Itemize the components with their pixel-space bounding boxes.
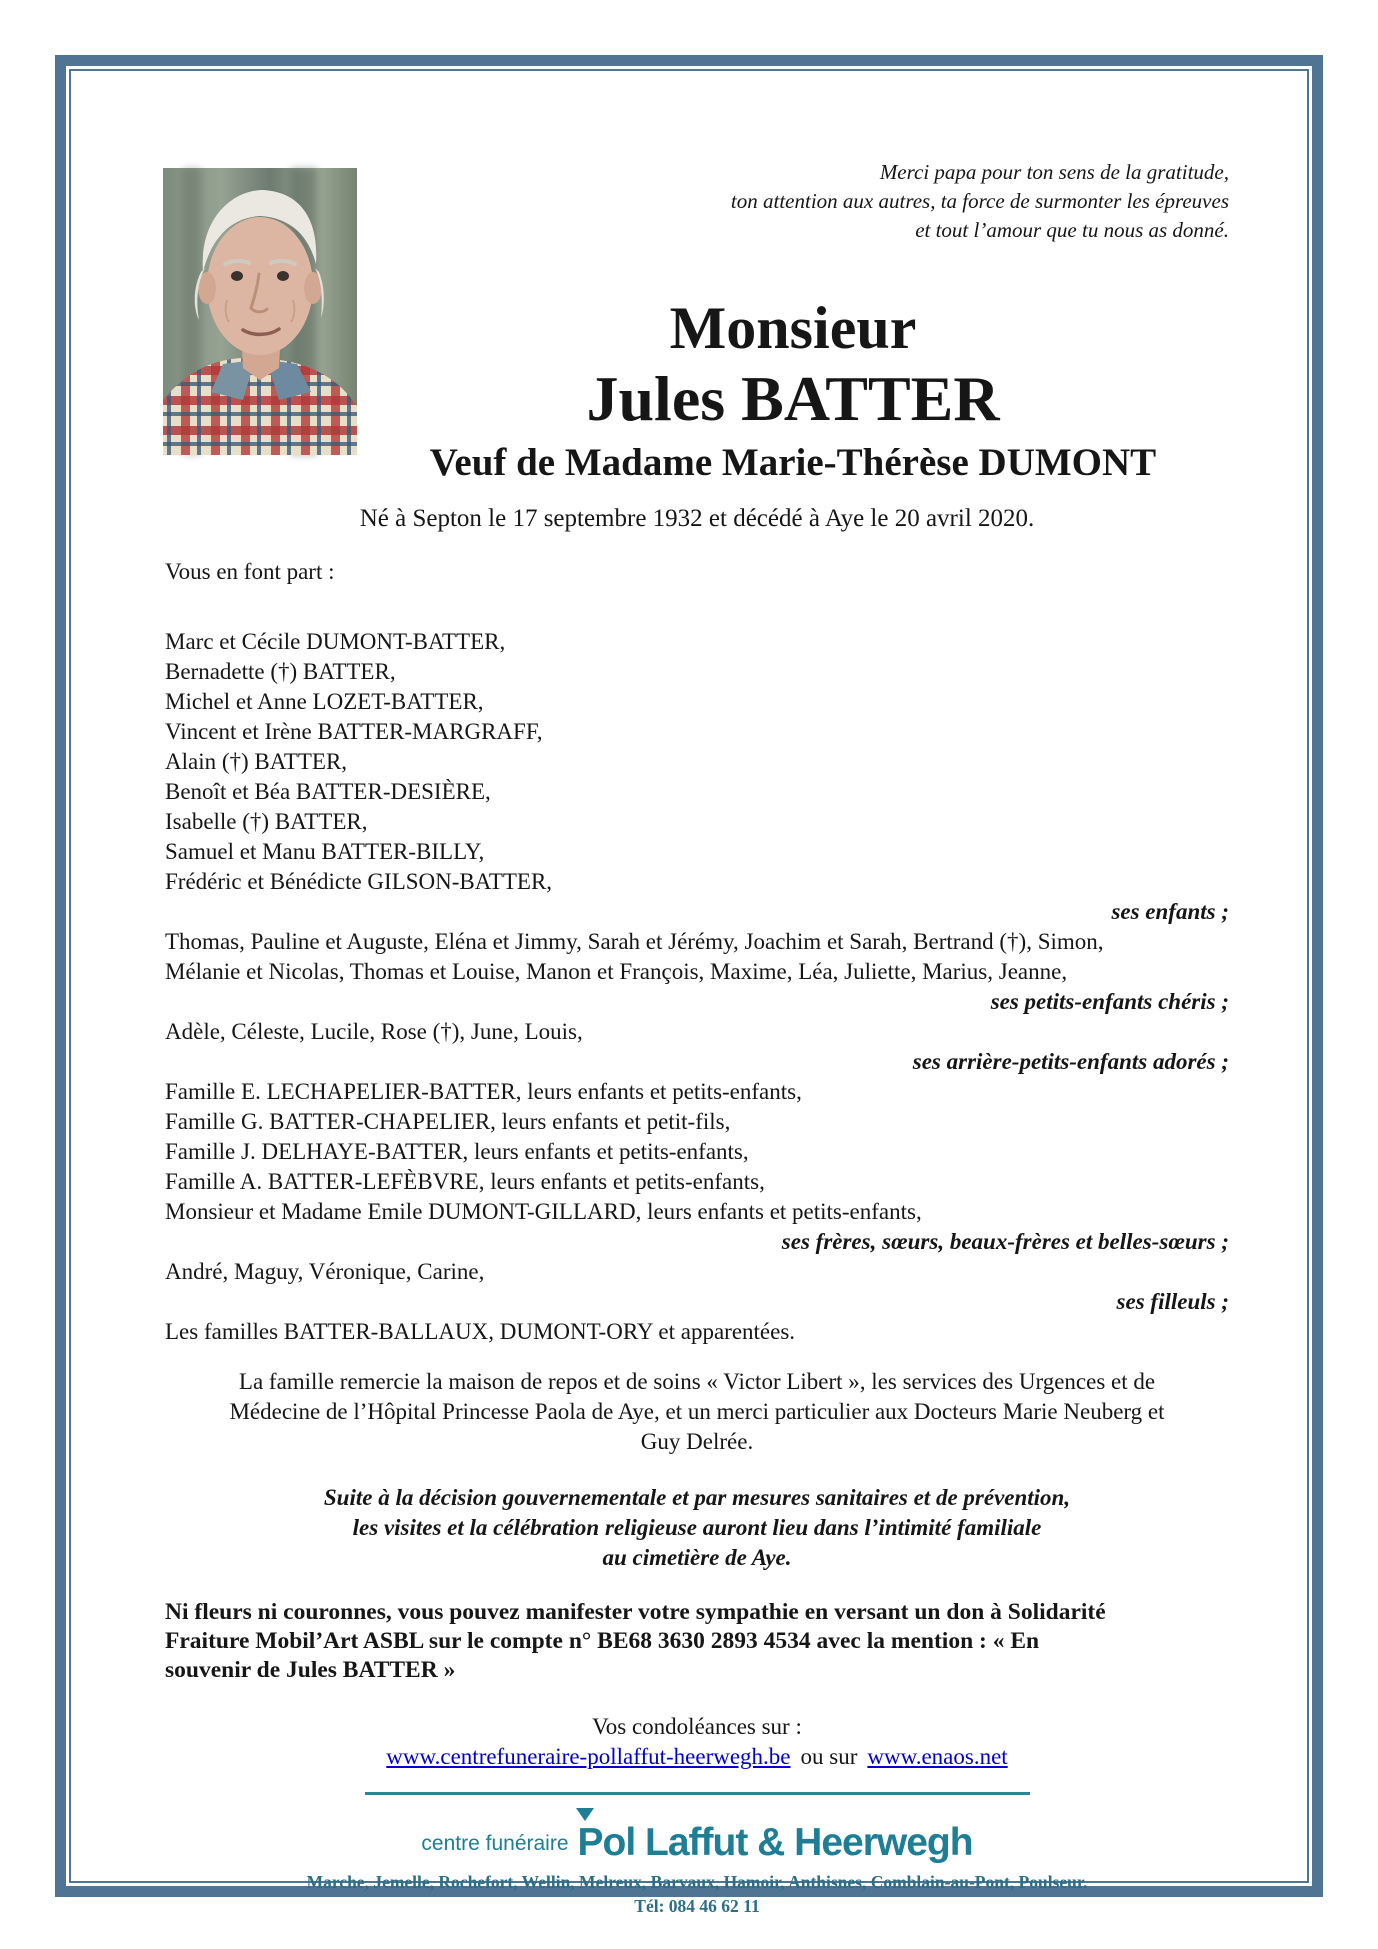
related-families-line: Les familles BATTER-BALLAUX, DUMONT-ORY et apparentées. xyxy=(165,1319,796,1344)
triangle-logo-icon xyxy=(576,1808,594,1821)
thanks-line: Médecine de l’Hôpital Princesse Paola de Aye, et un merci particulier aux Docteurs Marie Neuberg et xyxy=(229,1399,1165,1424)
thanks-line: La famille remercie la maison de repos et de soins « Victor Libert », les services des Urgences et de xyxy=(238,1369,1156,1394)
family-line: Famille J. DELHAYE-BATTER, leurs enfants et petits-enfants, xyxy=(165,1139,749,1164)
siblings-honorific: ses frères, sœurs, beaux-frères et belles-sœurs ; xyxy=(781,1229,1229,1254)
announcement-intro: Vous en font part : xyxy=(165,559,335,584)
family-line: Famille E. LECHAPELIER-BATTER, leurs enfants et petits-enfants, xyxy=(165,1079,802,1104)
footer-phone: Tél: 084 46 62 11 xyxy=(634,1896,760,1916)
brand-prefix: centre funéraire xyxy=(421,1832,569,1855)
funeral-home-footer xyxy=(165,1792,1229,1917)
portrait-photo-image xyxy=(163,168,357,455)
covid-notice xyxy=(165,1483,1229,1573)
donation-line: Fraiture Mobil’Art ASBL sur le compte n° BE68 3630 2893 4534 avec la mention : « En xyxy=(165,1628,1040,1654)
life-dates: Né à Septon le 17 septembre 1932 et décédé à Aye le 20 avril 2020. xyxy=(359,505,1035,532)
family-member-line: Isabelle (†) BATTER, xyxy=(165,809,368,834)
godchildren-line: André, Maguy, Véronique, Carine, xyxy=(165,1259,485,1284)
header xyxy=(165,71,1229,535)
donation-line: Ni fleurs ni couronnes, vous pouvez manifester votre sympathie en versant un don à Solidarité xyxy=(165,1599,1106,1625)
footer-divider xyxy=(365,1792,1030,1795)
title-salutation: Monsieur xyxy=(669,295,917,361)
family-member-line: Alain (†) BATTER, xyxy=(165,749,348,774)
brand-name-text: Pol Laffut & Heerwegh xyxy=(577,1821,973,1864)
brand-name xyxy=(578,1821,973,1865)
page-frame-inner-border xyxy=(69,69,1309,1916)
widower-subtitle: Veuf de Madame Marie-Thérèse DUMONT xyxy=(429,441,1157,484)
family-member-line: Bernadette (†) BATTER, xyxy=(165,659,396,684)
footer-locations: Marche, Jemelle, Rochefort, Wellin, Melreux, Barvaux, Hamoir, Anthisnes, Comblain-au-Pont, Poulseur. xyxy=(306,1872,1088,1892)
children-honorific: ses enfants ; xyxy=(1111,899,1229,924)
link-separator: ou sur xyxy=(800,1744,858,1769)
grandchildren-line: Mélanie et Nicolas, Thomas et Louise, Manon et François, Maxime, Léa, Juliette, Marius, Jeanne, xyxy=(165,959,1068,984)
grandchildren-honorific: ses petits-enfants chéris ; xyxy=(990,989,1229,1014)
card-content xyxy=(71,71,1307,1916)
covid-notice-line: Suite à la décision gouvernementale et par mesures sanitaires et de prévention, xyxy=(323,1485,1071,1510)
thanks-paragraph xyxy=(165,1367,1229,1457)
family-member-line: Michel et Anne LOZET-BATTER, xyxy=(165,689,484,714)
family-member-line: Vincent et Irène BATTER-MARGRAFF, xyxy=(165,719,543,744)
dedication-line: et tout l’amour que tu nous as donné. xyxy=(915,218,1229,242)
donation-line: souvenir de Jules BATTER » xyxy=(165,1657,456,1683)
dedication-line: ton attention aux autres, ta force de surmonter les épreuves xyxy=(730,189,1229,213)
thanks-line: Guy Delrée. xyxy=(640,1429,754,1454)
family-line: Monsieur et Madame Emile DUMONT-GILLARD, leurs enfants et petits-enfants, xyxy=(165,1199,922,1224)
family-member-line: Marc et Cécile DUMONT-BATTER, xyxy=(165,629,506,654)
title-block xyxy=(357,295,1229,489)
family-member-line: Frédéric et Bénédicte GILSON-BATTER, xyxy=(165,869,553,894)
great-grandchildren-line: Adèle, Céleste, Lucile, Rose (†), June, Louis, xyxy=(165,1019,583,1044)
family-line: Famille A. BATTER-LEFÈBVRE, leurs enfants et petits-enfants, xyxy=(165,1169,765,1194)
page-frame-border xyxy=(55,55,1323,1916)
condolences-links xyxy=(165,1742,1229,1772)
deceased-name: Jules BATTER xyxy=(586,363,1000,434)
funeral-home-logo xyxy=(165,1821,1229,1865)
covid-notice-line: les visites et la célébration religieuse auront lieu dans l’intimité familiale xyxy=(352,1515,1042,1540)
condolences-link-secondary[interactable]: www.enaos.net xyxy=(867,1744,1008,1769)
family-roll xyxy=(165,627,1229,1347)
portrait-photo xyxy=(163,168,357,455)
condolences-label: Vos condoléances sur : xyxy=(592,1714,802,1739)
grandchildren-line: Thomas, Pauline et Auguste, Eléna et Jimmy, Sarah et Jérémy, Joachim et Sarah, Bertrand (†), Simon, xyxy=(165,929,1104,954)
great-grandchildren-honorific: ses arrière-petits-enfants adorés ; xyxy=(912,1049,1229,1074)
covid-notice-line: au cimetière de Aye. xyxy=(602,1545,792,1570)
godchildren-honorific: ses filleuls ; xyxy=(1116,1289,1229,1314)
family-line: Famille G. BATTER-CHAPELIER, leurs enfants et petit-fils, xyxy=(165,1109,731,1134)
family-member-line: Benoît et Béa BATTER-DESIÈRE, xyxy=(165,779,491,804)
dedication-line: Merci papa pour ton sens de la gratitude, xyxy=(879,160,1229,184)
donation-notice xyxy=(165,1598,1229,1685)
family-member-line: Samuel et Manu BATTER-BILLY, xyxy=(165,839,485,864)
condolences-link-primary[interactable]: www.centrefuneraire-pollaffut-heerwegh.be xyxy=(386,1744,791,1769)
